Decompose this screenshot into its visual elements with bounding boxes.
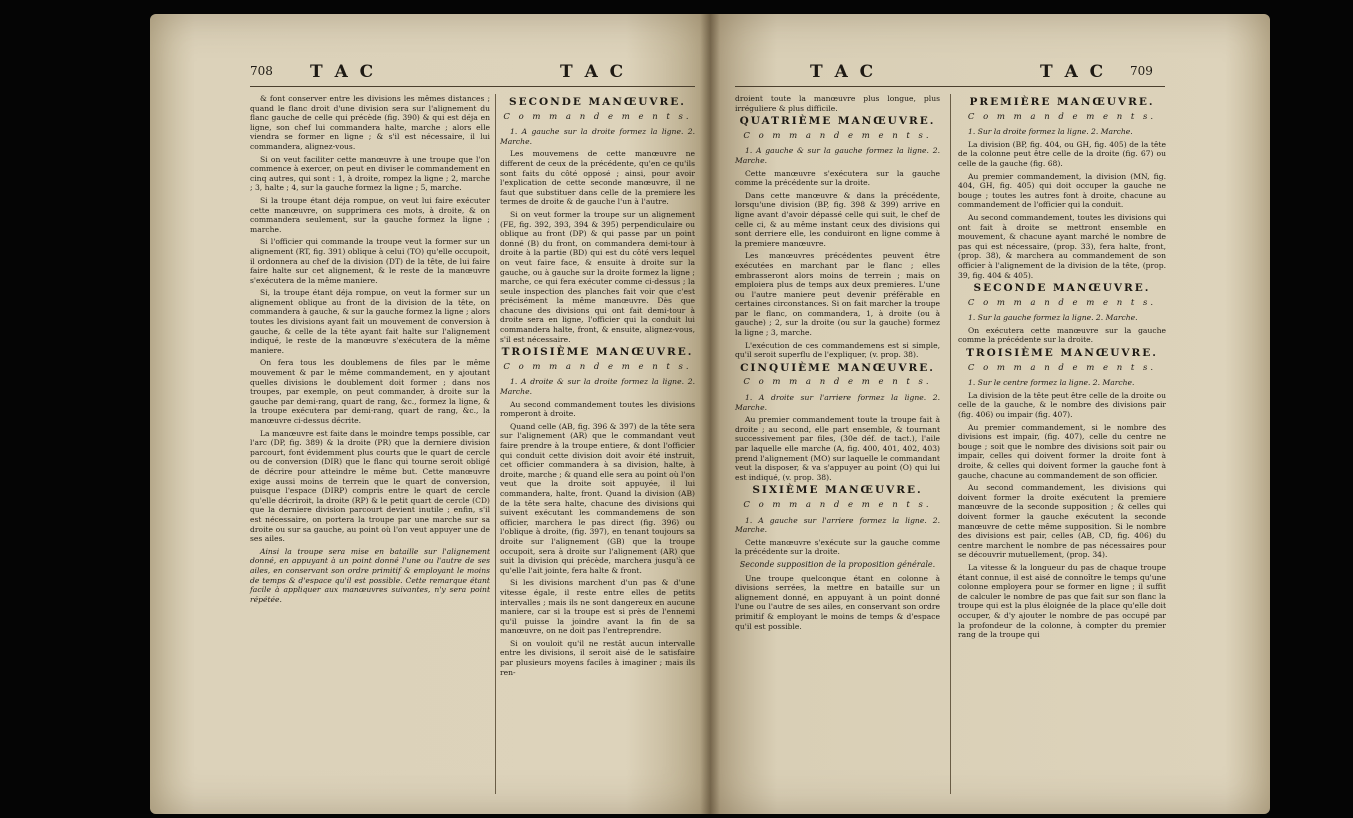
section-subtitle: C o m m a n d e m e n t s. <box>743 130 932 141</box>
subsection-heading: Seconde supposition de la proposition générale. <box>739 559 936 569</box>
running-head-right-col1: T A C <box>810 62 877 82</box>
head-rule-left <box>250 86 695 87</box>
paragraph: Au second commandement, les divisions qui doivent former la droite exécutent la premiere manœuvre de la seconde supposition ; & celles qui doivent former la gauche exécutent la seconde manœuvre de cette même supposition. Si le nombre des divisions est pair, celles (AB, CD, fig. 406) du centre marchent le nombre de pas nécessaires pour se découvrir mutuellement, (prop. 34). <box>958 483 1166 560</box>
section-subtitle: C o m m a n d e m e n t s. <box>743 499 932 510</box>
paragraph: La division (BP, fig. 404, ou GH, fig. 405) de la tête de la colonne peut être celle de la droite (fig. 67) ou celle de la gauche (fig. 68). <box>958 139 1166 168</box>
section-title: TROISIÈME MANŒUVRE. <box>501 346 694 359</box>
paragraph: Au premier commandement, si le nombre des divisions est impair, (fig. 407), celle du centre ne bouge ; soit que le nombre des divisions soit pair ou impair, celles qui doivent former la droite font à droite, & celles qui doivent former la gauche font à gauche, chacune au commandement de son officier. <box>958 422 1166 480</box>
paragraph: & font conserver entre les divisions les mêmes distances ; quand le flanc droit d'une division sera sur l'alignement du flanc gauche de celle qui précède (fig. 390) & qui est déja en ligne, son chef lui commandera halte, marche ; alors elle viendra se former en ligne ; & s'il est nécessaire, il lui commandera, alignez-vous. <box>250 94 490 151</box>
paragraph: Au second commandement, toutes les divisions qui ont fait à droite se mettront ensemble en mouvement, & chacune ayant marché le nombre de pas qui est nécessaire, (prop. 33), fera halte, front, (prop. 38), & marchera au commandement de son officier à l'alignement de la division de la tête, (prop. 39, fig. 404 & 405). <box>958 212 1166 280</box>
paragraph: Si on veut former la troupe sur un alignement (FE, fig. 392, 393, 394 & 395) perpendiculaire ou oblique au front (DP) & qui passe par un point donné (B) du front, on commandera demi-tour à droite à la partie (BD) qui est du côté vers lequel on veut faire face, & ensuite à droite sur la gauche, ou à gauche sur la droite formez la ligne ; marche, ce qui fera exécuter comme ci-dessus ; la seule inspection des planches fait voir que c'est précisément la même manœuvre. Dès que chacune des divisions qui ont fait demi-tour à droite sera en ligne, l'officier qui la conduit lui commandera halte, front, & ensuite, alignez-vous, s'il est nécessaire. <box>500 209 695 344</box>
paragraph: Au second commandement toutes les divisions romperont à droite. <box>500 399 695 419</box>
section-subtitle: C o m m a n d e m e n t s. <box>967 111 1157 122</box>
right-column-1 <box>735 94 940 634</box>
right-page <box>710 14 1270 814</box>
paragraph: Ainsi la troupe sera mise en bataille sur l'alignement donné, en appuyant à un point donné l'une ou l'autre de ses ailes, en conservant son ordre primitif & employant le moins de temps & d'espace qu'il est possible. Cette remarque étant facile à appliquer aux manœuvres suivantes, n'y sera point répétée. <box>250 546 490 604</box>
section-title: SECONDE MANŒUVRE. <box>509 96 686 108</box>
paragraph: Au premier commandement toute la troupe fait à droite ; au second, elle part ensemble, & tournant successivement par files, (30e déf. de tact.), l'aile par laquelle elle marche (A, fig. 400, 401, 402, 403) prend l'alignement (MO) sur laquelle le commandant veut la disposer, & va s'appuyer au point (O) qui lui est indiqué, (v. prop. 38). <box>735 415 940 482</box>
paragraph: Si les divisions marchent d'un pas & d'une vitesse égale, il reste entre elles de petits intervalles ; mais ils ne sont dangereux en aucune maniere, car si la troupe est si près de l'ennemi qu'il puisse la joindre avant la fin de sa manœuvre, on ne doit pas l'entreprendre. <box>500 578 695 636</box>
paragraph: 1. A droite & sur la droite formez la ligne. 2. Marche. <box>500 377 695 397</box>
section-subtitle: C o m m a n d e m e n t s. <box>503 111 692 122</box>
paragraph: 1. Sur la gauche formez la ligne. 2. Marche. <box>968 313 1138 323</box>
page-number-left: 708 <box>250 64 273 78</box>
paragraph: Les manœuvres précédentes peuvent être exécutées en marchant par le flanc ; elles embrasseront alors moins de terrein ; mais on emploiera plus de temps aux deux premieres. L'une ou l'autre maniere peut devenir préférable en certaines circonstances. Si on fait marcher la troupe par le flanc, on commandera, 1, à droite (ou à gauche) ; 2, sur la droite (ou sur la gauche) formez la ligne ; 3, marche. <box>735 251 940 338</box>
paragraph: 1. Sur la droite formez la ligne. 2. Marche. <box>968 127 1133 137</box>
paragraph: On exécutera cette manœuvre sur la gauche comme la précédente sur la droite. <box>958 325 1166 345</box>
paragraph: 1. Sur le centre formez la ligne. 2. Marche. <box>968 378 1135 388</box>
running-head-left-col2: T A C <box>560 62 627 82</box>
section-title: PREMIÈRE MANŒUVRE. <box>969 96 1155 108</box>
head-rule-right <box>735 86 1165 87</box>
left-column-2 <box>500 94 695 680</box>
section-title: SIXIÈME MANŒUVRE. <box>752 484 923 497</box>
column-divider <box>495 94 496 794</box>
paragraph: Si la troupe étant déja rompue, on veut lui faire exécuter cette manœuvre, on supprimera ces mots, à droite, & on commandera seulement, sur la gauche formez la ligne ; marche. <box>250 195 490 234</box>
paragraph: La manœuvre est faite dans le moindre temps possible, car l'arc (DP, fig. 389) & la droite (PR) que la derniere division parcourt, font évidemment plus courts que le quart de cercle ou de conversion (DIR) que le flanc qui tourne seroit obligé de décrire pour atteindre le même but. Cette manœuvre exige aussi moins de terrein que le quart de conversion, puisque l'espace (DIRP) compris entre le quart de cercle qu'elle décriroit, la droite (RP) & le petit quart de cercle (CD) que la derniere division parcourt devient inutile ; enfin, s'il est nécessaire, on portera la troupe par une marche sur sa droite ou sur sa gauche, au point où l'on veut appuyer une de ses ailes. <box>250 428 490 544</box>
paragraph: Si l'officier qui commande la troupe veut la former sur un alignement (RT, fig. 391) oblique à celui (TO) qu'elle occupoit, il ordonnera au chef de la division (DT) de la tête, de lui faire faire halte sur cet alignement, & le reste de la manœuvre s'exécutera de la même maniere. <box>250 237 490 285</box>
paragraph: Cette manœuvre s'exécutera sur la gauche comme la précédente sur la droite. <box>735 168 940 188</box>
book-gutter <box>700 14 720 814</box>
paragraph: droient toute la manœuvre plus longue, plus irréguliere & plus difficile. <box>735 94 940 113</box>
paragraph: Dans cette manœuvre & dans la précédente, lorsqu'une division (BP, fig. 398 & 399) arrive en ligne avant d'avoir dépassé celle qui suit, le chef de celle ci, & au même instant ceux des divisions qui sont derriere elle, les conduiront en ligne comme à la premiere manœuvre. <box>735 190 940 248</box>
paragraph: Les mouvemens de cette manœuvre ne different de ceux de la précédente, qu'en ce qu'ils sont faits du côté opposé ; ainsi, pour avoir l'explication de cette seconde manœuvre, il ne faut que substituer dans celle de la premiere les termes de droite & de gauche l'un à l'autre. <box>500 149 695 207</box>
paragraph: On fera tous les doublemens de files par le même mouvement & par le même commandement, en y ajoutant quelles divisions le doublement doit former ; dans nos troupes, par exemple, on peut commander, à droite sur la gauche par demi-rang, quart de rang, &c., formez la ligne, & la troupe exécutera par demi-rang, quart de rang, &c., la manœuvre ci-dessus décrite. <box>250 358 490 425</box>
section-subtitle: C o m m a n d e m e n t s. <box>967 297 1157 308</box>
column-divider <box>950 94 951 794</box>
paragraph: L'exécution de ces commandemens est si simple, qu'il seroit superflu de l'expliquer, (v. prop. 38). <box>735 340 940 360</box>
section-title: TROISIÈME MANŒUVRE. <box>966 347 1158 360</box>
paragraph: 1. A droite sur l'arriere formez la ligne. 2. Marche. <box>735 393 940 412</box>
paragraph: Si on veut faciliter cette manœuvre à une troupe que l'on commence à exercer, on peut en diviser le commandement en cinq autres, qui sont : 1, à droite, rompez la ligne ; 2, marche ; 3, halte ; 4, sur la gauche formez la ligne ; 5, marche. <box>250 154 490 193</box>
paragraph: 1. A gauche & sur la gauche formez la ligne. 2. Marche. <box>735 146 940 165</box>
running-head-left-col1: T A C <box>310 62 377 82</box>
section-title: SECONDE MANŒUVRE. <box>973 282 1151 295</box>
paragraph: La vitesse & la longueur du pas de chaque troupe étant connue, il est aisé de connoître le temps qu'une colonne employera pour se former en ligne ; il suffit de calculer le nombre de pas que fait sur son flanc la troupe qui est la plus éloignée de la place qu'elle doit occuper, & d'y ajouter le nombre de pas occupé par la profondeur de la colonne, à compter du premier rang de la troupe qui <box>958 562 1166 640</box>
left-page <box>150 14 710 814</box>
running-head-right-col2: T A C <box>1040 62 1107 82</box>
page-number-right: 709 <box>1130 64 1153 78</box>
paragraph: Une troupe quelconque étant en colonne à divisions serrées, la mettre en bataille sur un alignement donné, en appuyant à un point donné l'une ou l'autre de ses ailes, en conservant son ordre primitif & employant le moins de temps & d'espace qu'il est possible. <box>735 573 940 631</box>
paragraph: Quand celle (AB, fig. 396 & 397) de la tête sera sur l'alignement (AR) que le commandant veut faire prendre à la troupe entiere, & dont l'officier qui conduit cette division doit avoir été instruit, cet officier commandera à sa division, halte, à droite, marche ; & quand elle sera au point où l'on veut que la droite soit appuyée, il lui commandera, halte, front. Quand la division (AB) de la tête sera halte, chacune des divisions qui suivent exécutant les commandemens de son officier, marchera le pas direct (fig. 396) ou l'oblique à droite, (fig. 397), en tenant toujours sa droite sur l'alignement (GB) que la troupe occupoit, sera à droite sur l'alignement (AR) que suit la division qui précède, marchera jusqu'à ce qu'elle l'ait jointe, fera halte & front. <box>500 421 695 575</box>
section-title: CINQUIÈME MANŒUVRE. <box>740 361 935 374</box>
paragraph: Au premier commandement, la division (MN, fig. 404, GH, fig. 405) qui doit occuper la gauche ne bouge ; toutes les autres font à droite, chacune au commandement de l'officier qui la conduit. <box>958 171 1166 210</box>
paragraph: La division de la tête peut être celle de la droite ou celle de la gauche, & le nombre des divisions pair (fig. 406) ou impair (fig. 407). <box>958 390 1166 420</box>
section-subtitle: C o m m a n d e m e n t s. <box>967 362 1157 373</box>
paragraph: Cette manœuvre s'exécute sur la gauche comme la précédente sur la droite. <box>735 537 940 557</box>
paragraph: 1. A gauche sur la droite formez la ligne. 2. Marche. <box>500 127 695 146</box>
section-subtitle: C o m m a n d e m e n t s. <box>503 361 692 372</box>
paragraph: Si on vouloit qu'il ne restât aucun intervalle entre les divisions, il seroit aisé de le satisfaire par plusieurs moyens faciles à imaginer ; mais ils ren- <box>500 638 695 677</box>
paragraph: 1. A gauche sur l'arriere formez la ligne. 2. Marche. <box>735 515 940 535</box>
section-title: QUATRIÈME MANŒUVRE. <box>739 115 936 128</box>
section-subtitle: C o m m a n d e m e n t s. <box>743 377 932 388</box>
right-column-2 <box>958 94 1166 643</box>
left-column-1 <box>250 94 490 607</box>
paragraph: Si, la troupe étant déja rompue, on veut la former sur un alignement oblique au front de la division de la tête, on commandera à gauche, & sur la gauche formez la ligne ; alors toutes les divisions ayant fait un mouvement de conversion à gauche, & celle de la tête ayant fait halte sur l'alignement indiqué, le reste de la manœuvre s'exécutera de la même maniere. <box>250 288 490 355</box>
